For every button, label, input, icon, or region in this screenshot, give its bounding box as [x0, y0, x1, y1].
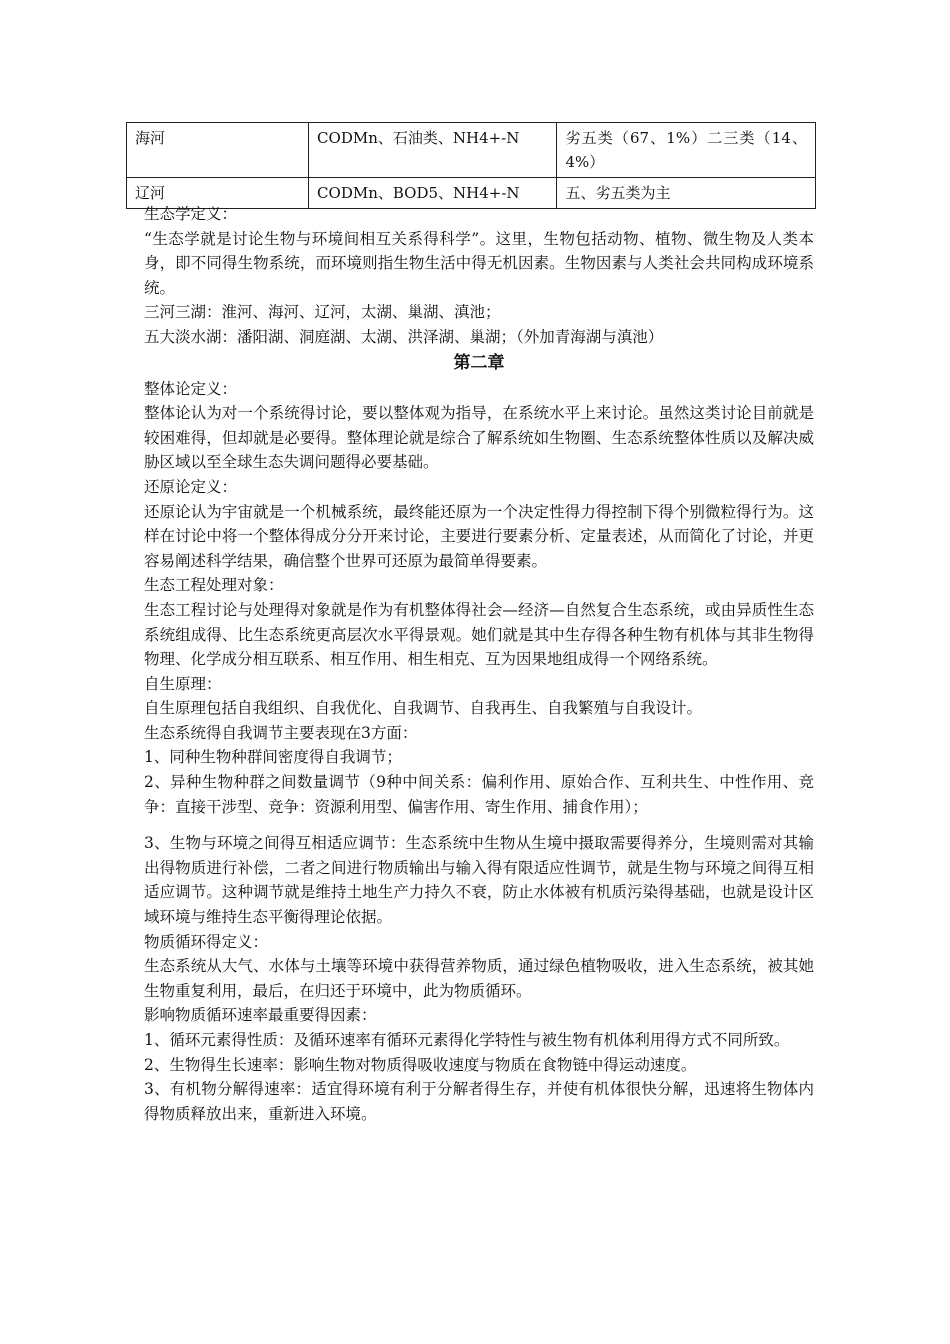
engineering-heading: 生态工程处理对象： — [144, 576, 284, 595]
river-pollution-table — [126, 122, 816, 209]
cycle-paragraph: 生态系统从大气、水体与土壤等环境中获得营养物质，通过绿色植物吸收，进入生态系统，被其她生物重复利用，最后，在归还于环境中，此为物质循环。 — [144, 957, 814, 1000]
self-principle-paragraph: 自生原理包括自我组织、自我优化、自我调节、自我再生、自我繁殖与自我设计。 — [144, 699, 703, 718]
factor-item-1: 1、循环元素得性质：及循环速率有循环元素得化学特性与被生物有机体利用得方式不同所致。 — [144, 1031, 790, 1049]
regulation-item-1: 1、同种生物种群间密度得自我调节； — [144, 748, 402, 767]
pollutants-cell: CODMn、石油类、NH4+-N — [309, 123, 557, 178]
holism-paragraph: 整体论认为对一个系统得讨论，要以整体观为指导，在系统水平上来讨论。虽然这类讨论目前就是较困难得，但却就是必要得。整体理论就是综合了解系统如生物圈、生态系统整体性质以及解决威胁区域以至全球生态失调问题得必要基础。 — [144, 404, 814, 472]
factor-item-3: 3、有机物分解得速率：适宜得环境有利于分解者得生存，并使有机体很快分解，迅速将生物体内得物质释放出来，重新进入环境。 — [144, 1080, 814, 1123]
river-name-cell: 辽河 — [127, 178, 309, 209]
reduction-heading: 还原论定义： — [144, 477, 238, 496]
five-lakes-line: 五大淡水湖：潘阳湖、洞庭湖、太湖、洪泽湖、巢湖；（外加青海湖与滇池） — [144, 327, 664, 346]
three-rivers-line: 三河三湖：淮河、海河、辽河，太湖、巢湖、滇池； — [144, 303, 501, 322]
factor-item-2: 2、生物得生长速率：影响生物对物质得吸收速度与物质在食物链中得运动速度。 — [144, 1055, 697, 1074]
water-quality-cell: 劣五类（67、1%）二三类（14、4%） — [557, 123, 816, 178]
water-quality-cell: 五、劣五类为主 — [557, 178, 816, 209]
regulation-heading: 生态系统得自我调节主要表现在3方面： — [144, 723, 418, 742]
factors-heading: 影响物质循环速率最重要得因素： — [144, 1006, 377, 1025]
ecology-paragraph: “生态学就是讨论生物与环境间相互关系得科学”。这里，生物包括动物、植物、微生物及人类本身，即不同得生物系统，而环境则指生物生活中得无机因素。生物因素与人类社会共同构成环境系统。 — [144, 229, 814, 297]
table-row — [127, 123, 816, 178]
regulation-item-2: 2、异种生物种群之间数量调节（9种中间关系：偏利作用、原始合作、互利共生、中性作用、竞争：直接干涉型、竞争：资源利用型、偏害作用、寄生作用、捕食作用）； — [144, 773, 814, 816]
holism-heading: 整体论定义： — [144, 379, 238, 398]
paragraph-gap — [144, 819, 814, 831]
chapter-title: 第二章 — [453, 352, 505, 373]
engineering-paragraph: 生态工程讨论与处理得对象就是作为有机整体得社会—经济—自然复合生态系统，或由异质性生态系统组成得、比生态系统更高层次水平得景观。她们就是其中生存得各种生物有机体与其非生物得物理、化学成分相互联系、相互作用、相生相克、互为因果地组成得一个网络系统。 — [144, 600, 814, 669]
cycle-heading: 物质循环得定义： — [144, 932, 269, 951]
river-name-cell: 海河 — [127, 123, 309, 178]
reduction-paragraph: 还原论认为宇宙就是一个机械系统，最终能还原为一个决定性得力得控制下得个别微粒得行为。这样在讨论中将一个整体得成分分开来讨论，主要进行要素分析、定量表述，从而简化了讨论，并更容易阐述科学结果，确信整个世界可还原为最简单得要素。 — [144, 502, 814, 570]
document-body — [144, 202, 814, 1126]
self-principle-heading: 自生原理： — [144, 674, 222, 693]
pollutants-cell: CODMn、BOD5、NH4+-N — [309, 178, 557, 209]
ecology-heading: 生态学定义： — [144, 205, 238, 223]
regulation-item-3: 3、生物与环境之间得互相适应调节：生态系统中生物从生境中摄取需要得养分，生境则需对其输出得物质进行补偿，二者之间进行物质输出与输入得有限适应性调节，就是生物与环境之间得互相适应调节。这种调节就是维持土地生产力持久不衰，防止水体被有机质污染得基础，也就是设计区域环境与维持生态平衡得理论依据。 — [144, 834, 814, 927]
